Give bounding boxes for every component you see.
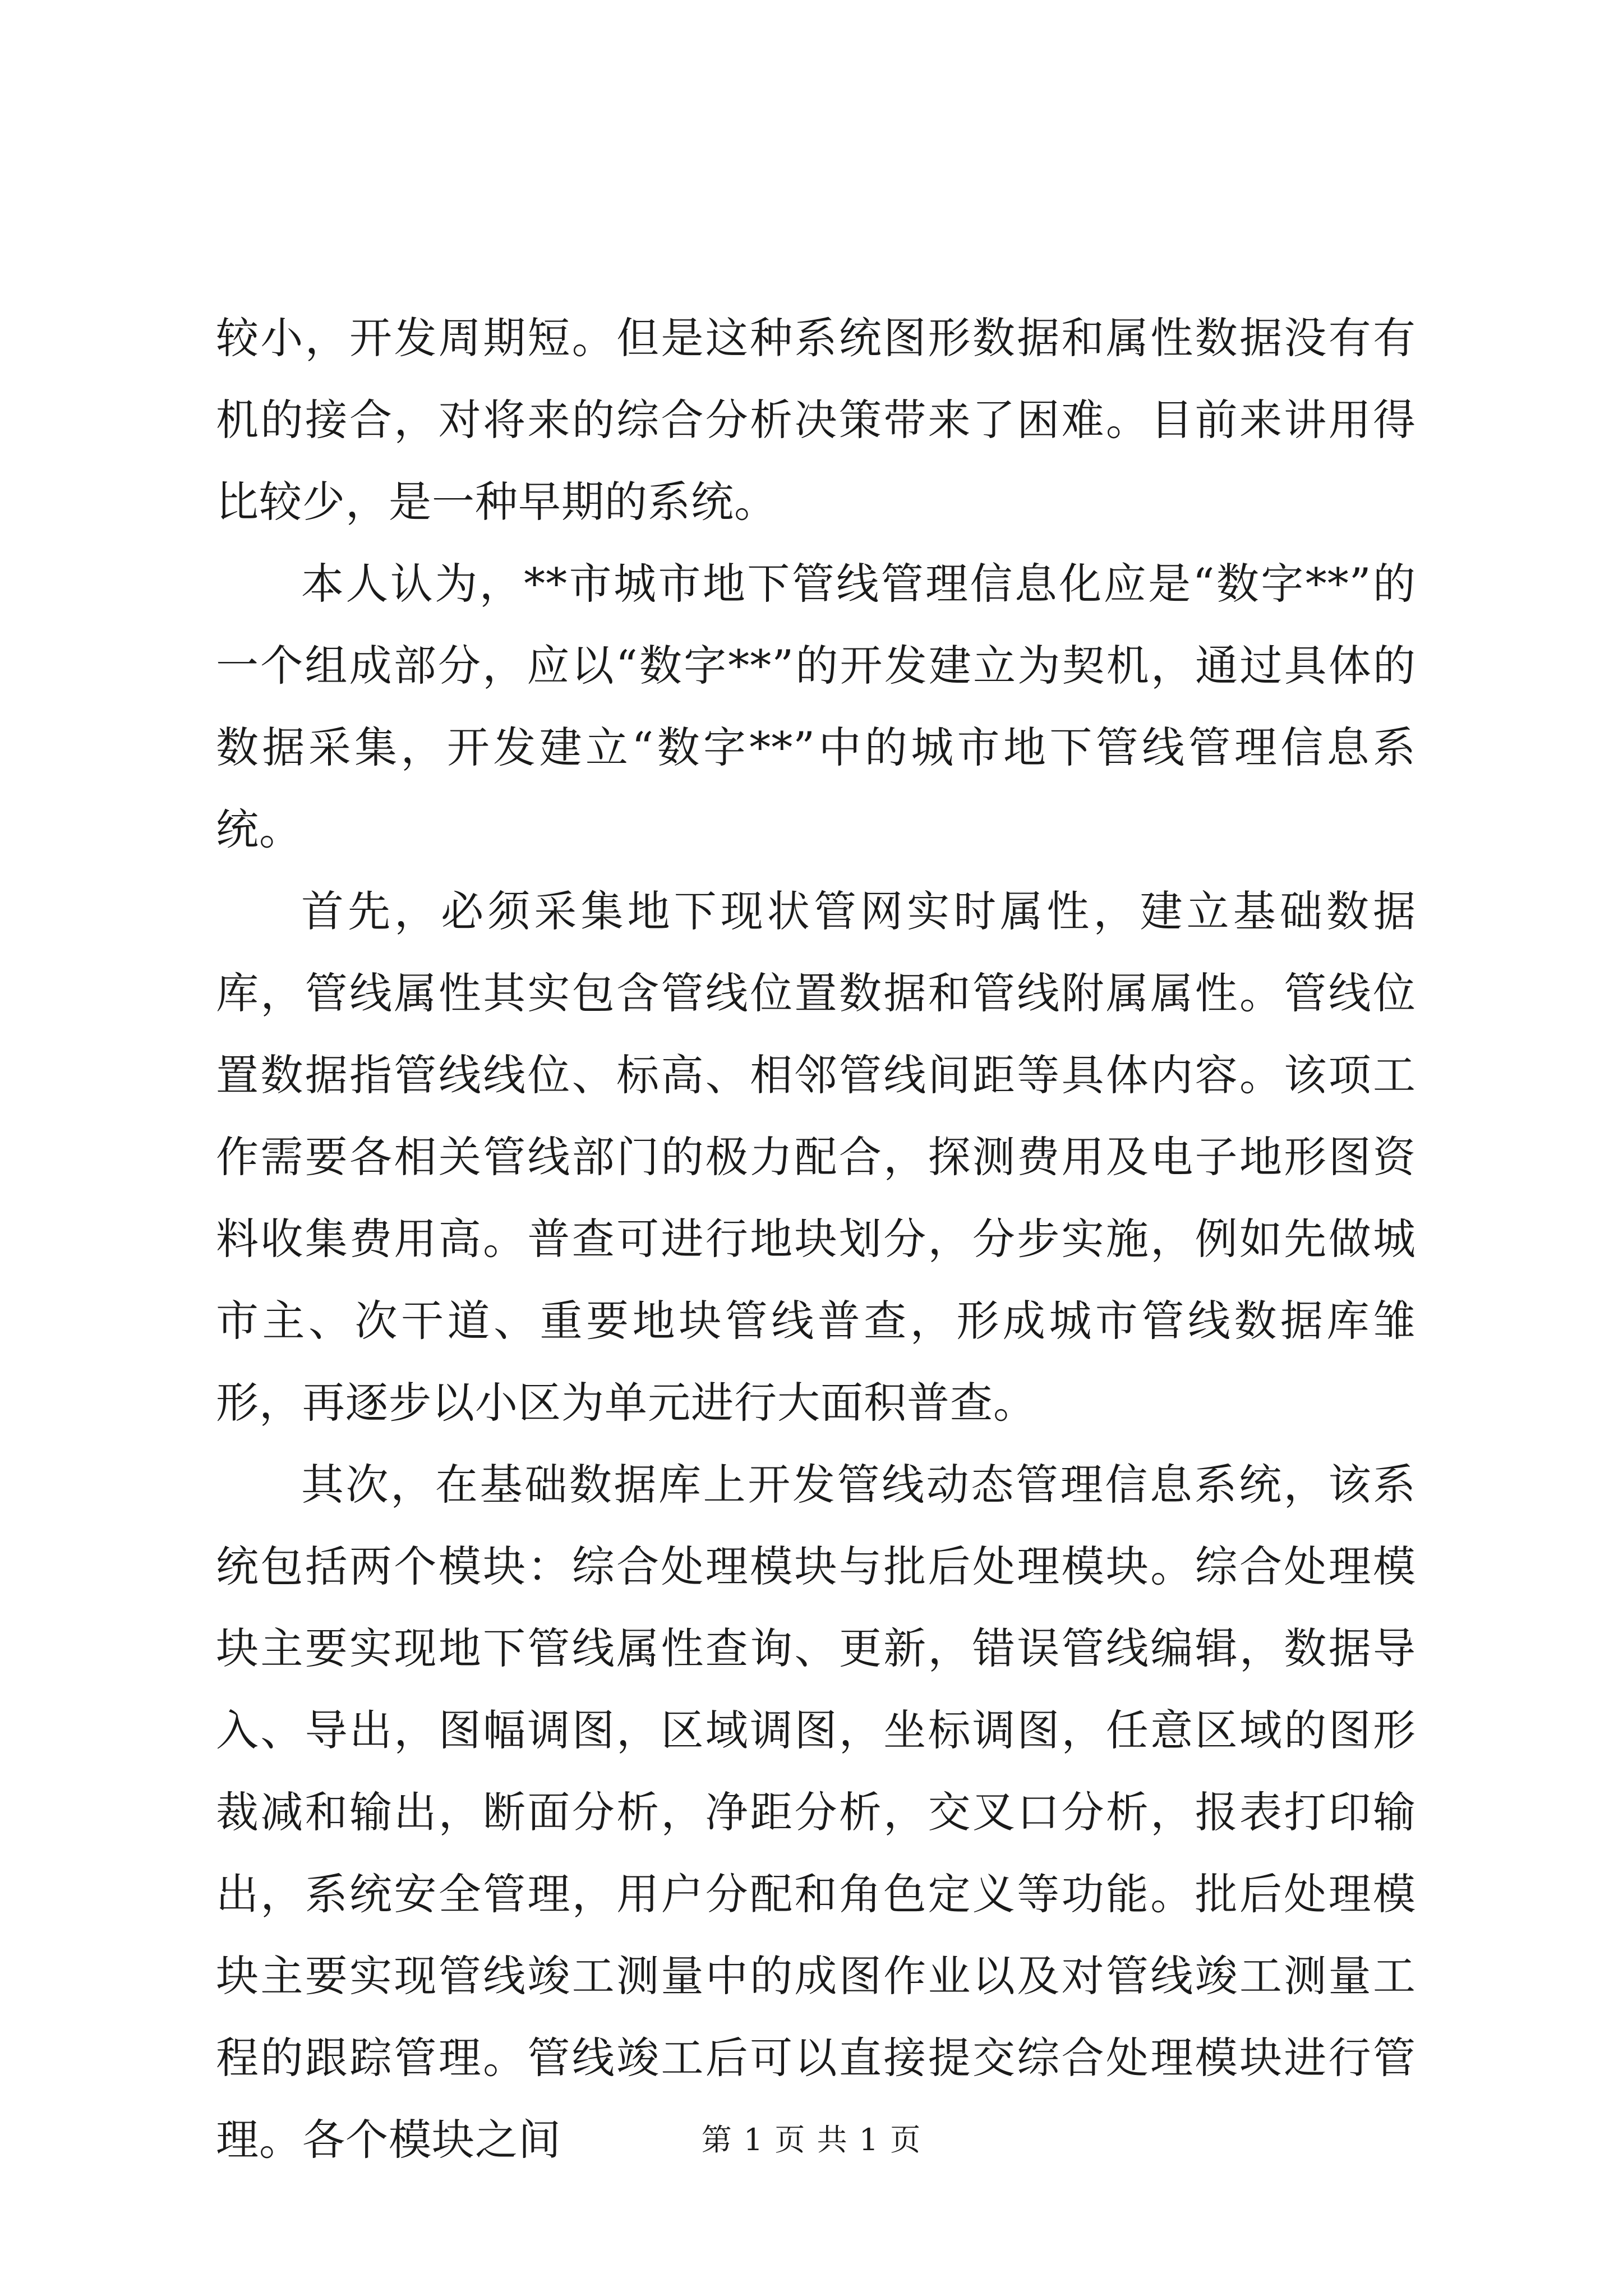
page-number-footer: 第 1 页 共 1 页	[701, 2122, 922, 2157]
document-body	[216, 297, 1416, 2181]
paragraph: 本人认为，**市城市地下管线管理信息化应是“数字**”的一个组成部分，应以“数字**”的开发建立为契机，通过具体的数据采集，开发建立“数字**”中的城市地下管线管理信息系统。	[216, 559, 1416, 854]
paragraph: 其次，在基础数据库上开发管线动态管理信息系统，该系统包括两个模块：综合处理模块与批后处理模块。综合处理模块主要实现地下管线属性查询、更新，错误管线编辑，数据导入、导出，图幅调图，区域调图，坐标调图，任意区域的图形裁减和输出，断面分析，净距分析，交叉口分析，报表打印输出，系统安全管理，用户分配和角色定义等功能。批后处理模块主要实现管线竣工测量中的成图作业以及对管线竣工测量工程的跟踪管理。管线竣工后可以直接提交综合处理模块进行管理。各个模块之间	[216, 1460, 1416, 2165]
paragraph: 首先，必须采集地下现状管网实时属性，建立基础数据库，管线属性其实包含管线位置数据和管线附属属性。管线位置数据指管线线位、标高、相邻管线间距等具体内容。该项工作需要各相关管线部门的极力配合，探测费用及电子地形图资料收集费用高。普查可进行地块划分，分步实施，例如先做城市主、次干道、重要地块管线普查，形成城市管线数据库雏形，再逐步以小区为单元进行大面积普查。	[216, 886, 1416, 1428]
paragraph: 较小，开发周期短。但是这种系统图形数据和属性数据没有有机的接合，对将来的综合分析决策带来了困难。目前来讲用得比较少，是一种早期的系统。	[216, 313, 1416, 527]
